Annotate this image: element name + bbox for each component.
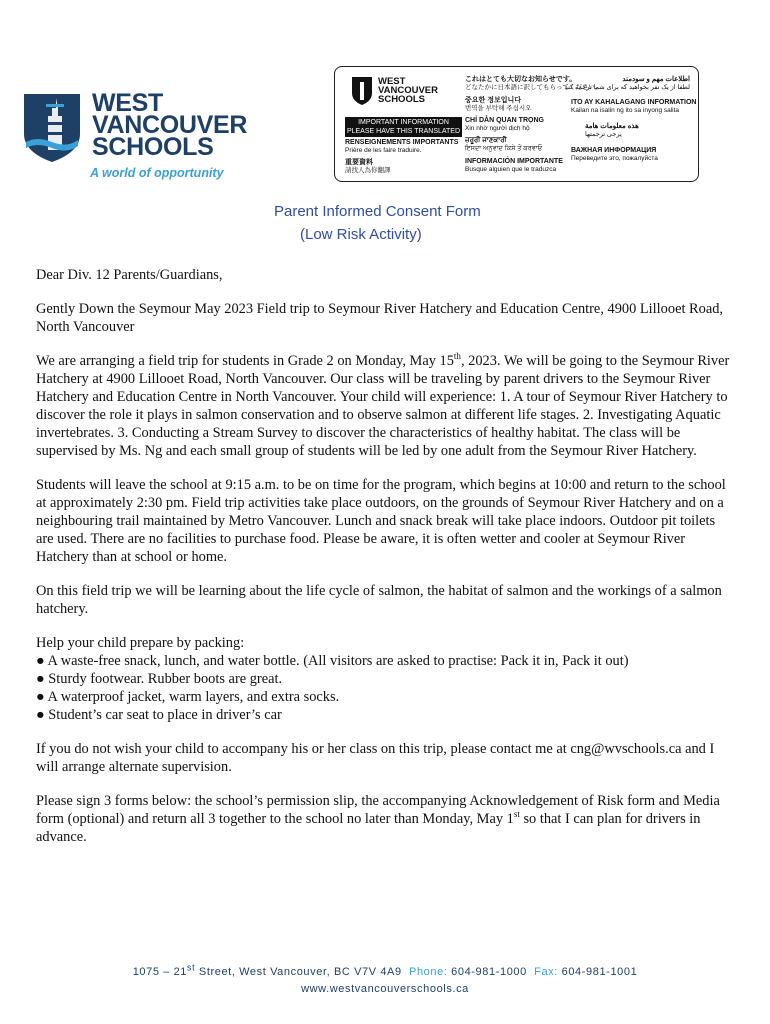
translation-notice-box: [334, 66, 699, 182]
logo-wordmark: WEST VANCOUVER SCHOOLS: [92, 89, 248, 161]
fax-number: 604-981-1001: [561, 966, 638, 978]
form-title-line1: Parent Informed Consent Form: [274, 203, 481, 220]
letter-body: [36, 266, 736, 862]
tagline: A world of opportunity: [90, 166, 224, 180]
farsi-notice: اطلاعات مهم و سودمند لطفا از یک نفر بخواهید که برای شما ترجمه کند: [564, 76, 690, 91]
lighthouse-shield-icon: [22, 90, 82, 164]
packing-intro: Help your child prepare by packing:: [36, 635, 245, 651]
list-item: ● A waste-free snack, lunch, and water bottle. (All visitors are asked to practise: Pack it in, Pack it out): [36, 653, 629, 669]
fax-label: Fax:: [534, 966, 558, 978]
punjabi-notice: ਜ਼ਰੂਰੀ ਜਾਣਕਾਰੀ ਇਸਦਾ ਅਨੁਵਾਦ ਕਿਸੇ ਤੋਂ ਕਰਵਾਓ: [465, 137, 543, 152]
paragraph-opt-out: If you do not wish your child to accompany his or her class on this trip, please contact me at cng@wvschools.ca and I will arrange alternate supervision.: [36, 741, 715, 775]
chinese-notice: 重要資料 請找人為你翻譯: [345, 159, 391, 174]
paragraph-forms: Please sign 3 forms below: the school’s permission slip, the accompanying Acknowledgement of Risk form and Media form (optional) and return all 3 together to the school no later than Monday, May 1st so that I can plan for drivers in advance.: [36, 793, 720, 845]
paragraph-arrangement: We are arranging a field trip for students in Grade 2 on Monday, May 15th, 2023. We will be going to the Seymour River Hatchery at 4900 Lillooet Road, North Vancouver. Our class will be traveling by parent drivers to the Seymour River Hatchery and Education Centre in North Vancouver. Your child will experience: 1. A tour of Seymour River Hatchery to discover the role it plays in salmon conservation and to observe salmon at different life stages. 2. Investigating Aquatic invertebrates. 3. Conducting a Stream Survey to discover the characteristics of healthy habitat. The class will be supervised by Ms. Ng and each small group of students will be led by one adult from the Seymour River Hatchery.: [36, 351, 730, 459]
korean-notice: 중요한 정보입니다 번역을 부탁해 주십시오: [465, 97, 532, 112]
french-notice: RENSEIGNEMENTS IMPORTANTS Prière de les faire traduire.: [345, 139, 459, 154]
phone-label: Phone:: [409, 966, 448, 978]
trip-line: Gently Down the Seymour May 2023 Field trip to Seymour River Hatchery and Education Centre, 4900 Lillooet Road, North Vancouver: [36, 301, 724, 335]
tagalog-notice: ITO AY KAHALAGANG INFORMATION Kailan na isalin ng ito sa inyong salita: [571, 99, 697, 114]
packing-list: [36, 634, 736, 724]
lighthouse-shield-icon: [351, 76, 373, 106]
footer: [0, 964, 770, 998]
phone-number: 604-981-1000: [451, 966, 527, 978]
russian-notice: ВАЖНАЯ ИНФОРМАЦИЯ Переведите это, пожалуйста: [571, 147, 658, 162]
website-link[interactable]: www.westvancouverschools.ca: [301, 983, 469, 995]
vietnamese-notice: CHỈ DẪN QUAN TRỌNG Xin nhờ người dịch hộ: [465, 117, 544, 132]
small-school-logo: [351, 76, 451, 114]
list-item: ● Student’s car seat to place in driver’s car: [36, 707, 282, 723]
small-logo-wordmark: WEST VANCOUVER SCHOOLS: [378, 76, 438, 105]
paragraph-schedule: Students will leave the school at 9:15 a.m. to be on time for the program, which begins at 10:00 and return to the school at approximately 2:30 pm. Field trip activities take place outdoors, on the grounds of Seymour River Hatchery and on a neighbouring trail maintained by Metro Vancouver. Lunch and snack break will take place indoors. Outdoor pit toilets are used. There are no facilities to purchase food. Please be aware, it is often wetter and cooler at Seymour River Hatchery than at school or home.: [36, 477, 726, 565]
japanese-notice: これはとても大切なお知らせです。 どなたかに日本語に訳してもらってください。: [465, 76, 602, 91]
list-item: ● Sturdy footwear. Rubber boots are great.: [36, 671, 283, 687]
form-title-line2: (Low Risk Activity): [300, 226, 422, 243]
greeting: Dear Div. 12 Parents/Guardians,: [36, 267, 223, 283]
paragraph-learning: On this field trip we will be learning about the life cycle of salmon, the habitat of salmon and the workings of a salmon hatchery.: [36, 583, 722, 617]
footer-address-line: 1075 – 21st Street, West Vancouver, BC V7V 4A9 Phone: 604-981-1000 Fax: 604-981-1001: [132, 962, 638, 978]
important-info-banner: IMPORTANT INFORMATION PLEASE HAVE THIS TRANSLATED: [346, 119, 461, 135]
list-item: ● A waterproof jacket, warm layers, and extra socks.: [36, 689, 340, 705]
arabic-notice: هذه معلومات هامة يرجى ترجمتها: [585, 123, 639, 138]
school-logo: [22, 89, 248, 185]
spanish-notice: INFORMACIÓN IMPORTANTE Busque alguien que le traduzca: [465, 158, 563, 173]
